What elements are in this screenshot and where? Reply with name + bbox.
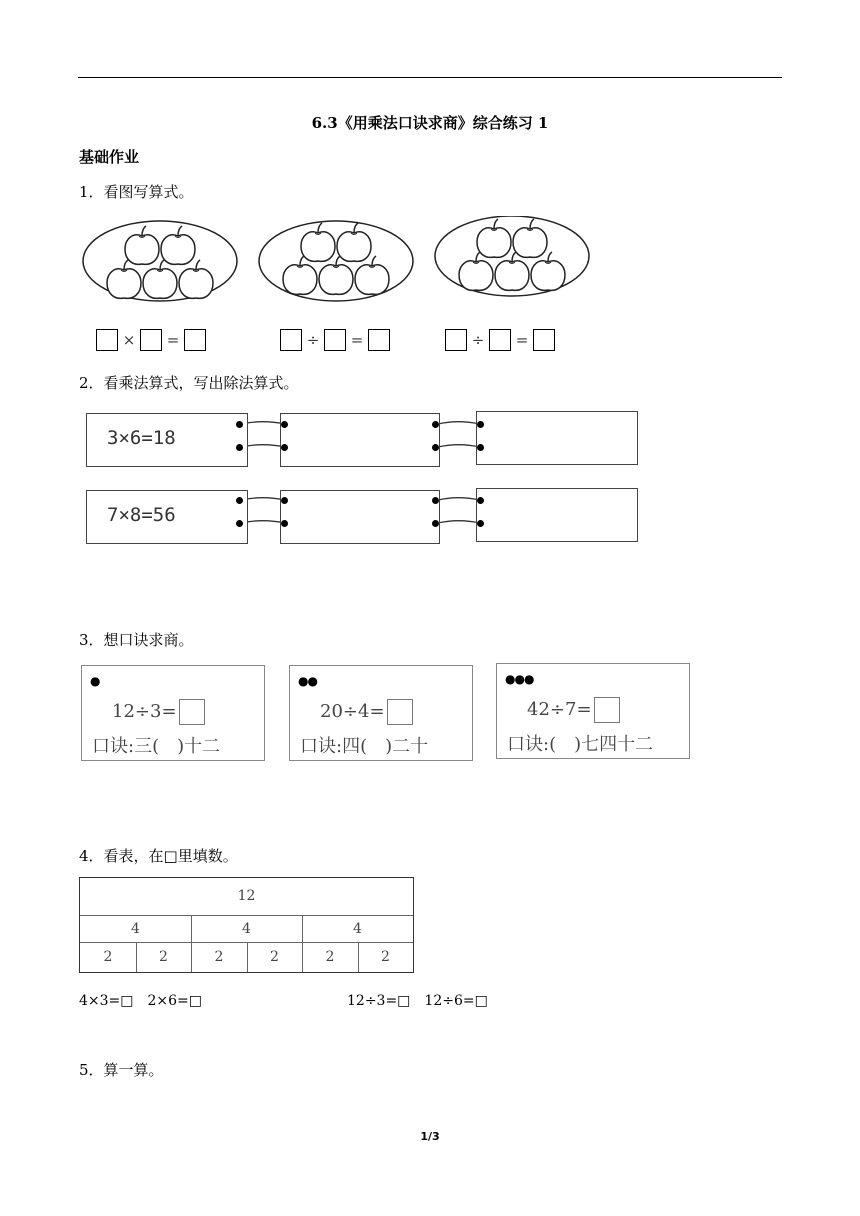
plate-3: [435, 216, 589, 296]
mnemonic-text: 口诀:( )七四十二: [507, 734, 654, 755]
binder-hole: [236, 421, 243, 428]
division-answer-box[interactable]: [280, 490, 440, 544]
quotient-card-1: [81, 665, 265, 761]
division-expression-text: 20÷4=: [320, 701, 385, 722]
worksheet-title: 6.3《用乘法口诀求商》综合练习 1: [311, 114, 549, 132]
answer-box[interactable]: [140, 329, 162, 351]
answer-box[interactable]: [184, 329, 206, 351]
division-answer-box[interactable]: [476, 488, 638, 542]
multiplication-card: [86, 490, 248, 544]
times-sign: ×: [122, 331, 136, 349]
binder-hole: [432, 421, 439, 428]
table-divider: [80, 915, 413, 916]
binder-hole: [281, 421, 288, 428]
q1-equation-1: [96, 329, 206, 351]
question-5-label: 5．算一算。: [79, 1061, 164, 1079]
answer-box[interactable]: [179, 699, 205, 725]
answer-box[interactable]: [324, 329, 346, 351]
division-expression: [527, 697, 620, 723]
division-expression: [320, 699, 413, 725]
divide-sign: ÷: [306, 331, 320, 349]
binder-hole: [236, 444, 243, 451]
page-number: 1/3: [420, 1130, 440, 1143]
mnemonic-text: 口诀:四( )二十: [300, 736, 429, 757]
binder-hole: [432, 520, 439, 527]
plate-2: [259, 221, 413, 301]
table-total: 12: [237, 888, 256, 904]
apple-plates-illustration: [80, 216, 600, 308]
binder-hole: [281, 497, 288, 504]
binder-hole: [477, 520, 484, 527]
grouping-table: [79, 877, 414, 973]
table-group: 4: [353, 921, 362, 937]
q1-equation-2: [280, 329, 390, 351]
answer-box[interactable]: [96, 329, 118, 351]
table-part: 2: [325, 949, 335, 965]
binder-hole: [477, 497, 484, 504]
table-part: 2: [103, 949, 113, 965]
binder-hole: [432, 497, 439, 504]
quotient-card-3: [496, 663, 690, 759]
answer-box[interactable]: [387, 699, 413, 725]
binder-hole: [477, 421, 484, 428]
section-heading: 基础作业: [79, 148, 140, 166]
fill-in-division[interactable]: 12÷3=□ 12÷6=□: [347, 993, 488, 1009]
equals-sign: =: [515, 331, 529, 349]
mnemonic-text: 口诀:三( )十二: [92, 736, 221, 757]
binder-hole: [236, 520, 243, 527]
answer-box[interactable]: [594, 697, 620, 723]
division-expression: [112, 699, 205, 725]
division-expression-text: 12÷3=: [112, 701, 177, 722]
difficulty-dots: ●●●: [505, 672, 534, 686]
difficulty-dots: ●: [90, 674, 100, 688]
table-group: 4: [131, 921, 140, 937]
answer-box[interactable]: [489, 329, 511, 351]
question-3-label: 3．想口诀求商。: [79, 631, 194, 649]
division-answer-box[interactable]: [280, 413, 440, 467]
question-4-label: 4．看表，在□里填数。: [79, 847, 238, 865]
multiplication-expression: 3×6=18: [107, 427, 176, 449]
table-part: 2: [381, 949, 390, 965]
table-part: 2: [159, 949, 168, 965]
answer-box[interactable]: [445, 329, 467, 351]
division-expression-text: 42÷7=: [527, 699, 592, 720]
table-part: 2: [270, 949, 279, 965]
multiplication-card: [86, 413, 248, 467]
binder-hole: [432, 444, 439, 451]
difficulty-dots: ●●: [298, 674, 317, 688]
division-answer-box[interactable]: [476, 411, 638, 465]
binder-hole: [281, 444, 288, 451]
header-rule: [78, 77, 782, 78]
fill-in-multiplication[interactable]: 4×3=□ 2×6=□: [79, 993, 203, 1009]
answer-box[interactable]: [280, 329, 302, 351]
binder-hole: [477, 444, 484, 451]
binder-hole: [236, 497, 243, 504]
question-1-label: 1．看图写算式。: [79, 183, 194, 201]
quotient-card-2: [289, 665, 473, 761]
answer-box[interactable]: [533, 329, 555, 351]
question-2-label: 2．看乘法算式，写出除法算式。: [79, 374, 299, 392]
equals-sign: =: [166, 331, 180, 349]
multiplication-expression: 7×8=56: [107, 504, 176, 526]
answer-box[interactable]: [368, 329, 390, 351]
q1-equation-3: [445, 329, 555, 351]
table-group: 4: [242, 921, 251, 937]
table-part: 2: [214, 949, 224, 965]
equals-sign: =: [350, 331, 364, 349]
plate-1: [83, 221, 237, 301]
binder-hole: [281, 520, 288, 527]
divide-sign: ÷: [471, 331, 485, 349]
